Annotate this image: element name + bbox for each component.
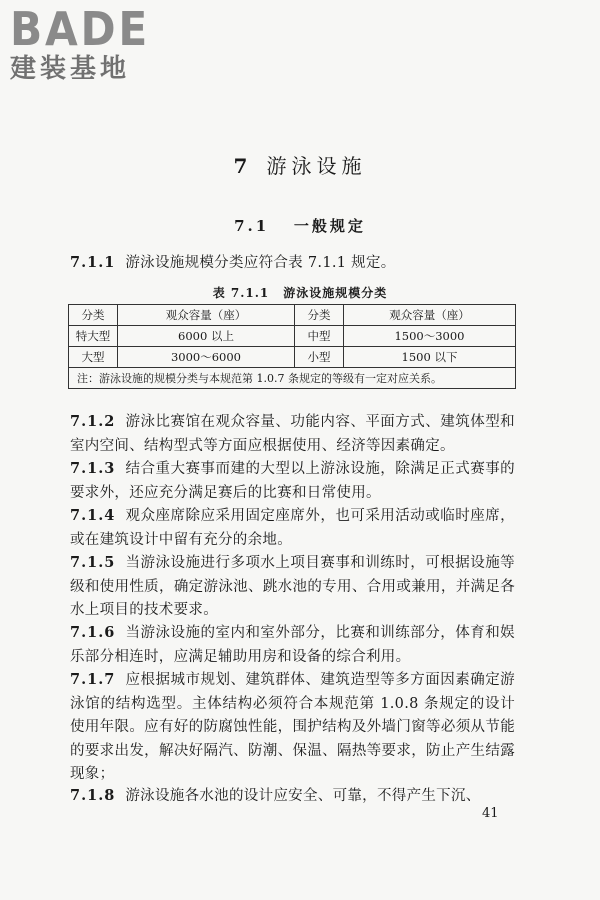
clause-text: 应根据城市规划、建筑群体、建筑造型等多方面因素确定游泳馆的结构选型。主体结构必须符合本规范第 1.0.8 条规定的设计使用年限。应有好的防腐蚀性能，围护结构及外墙门窗等必须从节能的要求出发，解决好隔汽、防潮、保温、隔热等要求，防止产生结露现象； bbox=[70, 672, 515, 782]
table-cell: 中型 bbox=[295, 326, 344, 347]
table-header-cell: 观众容量（座） bbox=[118, 305, 295, 326]
table-caption bbox=[0, 284, 600, 301]
clause-7-1-4 bbox=[70, 504, 515, 552]
chapter-title bbox=[0, 150, 600, 179]
table-cell: 小型 bbox=[295, 347, 344, 368]
bade-logo bbox=[10, 2, 162, 84]
clause-number: 7.1.2 bbox=[70, 413, 116, 430]
table-note-row bbox=[69, 368, 516, 389]
table-header-cell: 分类 bbox=[69, 305, 118, 326]
section-number: 7.1 bbox=[234, 217, 270, 235]
clause-7-1-3 bbox=[70, 457, 515, 505]
clause-7-1-8 bbox=[70, 784, 515, 809]
table-cell: 特大型 bbox=[69, 326, 118, 347]
table-cell: 1500 以下 bbox=[344, 347, 516, 368]
clause-text: 当游泳设施进行多项水上项目赛事和训练时，可根据设施等级和使用性质，确定游泳池、跳水池的专用、合用或兼用，并满足各水上项目的技术要求。 bbox=[70, 555, 515, 618]
table-note: 注：游泳设施的规模分类与本规范第 1.0.7 条规定的等级有一定对应关系。 bbox=[69, 368, 516, 389]
clause-text: 游泳设施各水池的设计应安全、可靠，不得产生下沉、 bbox=[125, 788, 481, 804]
clause-7-1-5 bbox=[70, 551, 515, 623]
table-cell: 1500～3000 bbox=[344, 326, 516, 347]
page-number: 41 bbox=[482, 806, 499, 821]
clause-number: 7.1.1 bbox=[70, 254, 116, 271]
clause-text: 游泳设施规模分类应符合表 7.1.1 规定。 bbox=[125, 255, 396, 271]
clause-number: 7.1.3 bbox=[70, 460, 116, 477]
clause-7-1-1 bbox=[70, 251, 515, 276]
clause-number: 7.1.7 bbox=[70, 671, 116, 688]
clause-text: 当游泳设施的室内和室外部分，比赛和训练部分，体育和娱乐部分相连时，应满足辅助用房和设备的综合利用。 bbox=[70, 625, 515, 665]
clause-7-1-7 bbox=[70, 668, 515, 787]
chapter-title-text: 游泳设施 bbox=[266, 154, 367, 178]
scale-classification-table bbox=[68, 304, 516, 389]
section-title-text: 一般规定 bbox=[293, 217, 366, 235]
table-header-row bbox=[69, 305, 516, 326]
table-cell: 大型 bbox=[69, 347, 118, 368]
clause-number: 7.1.5 bbox=[70, 554, 116, 571]
clause-text: 观众座席除应采用固定座席外，也可采用活动或临时座席，或在建筑设计中留有充分的余地。 bbox=[70, 508, 515, 548]
table-caption-number: 表 7.1.1 bbox=[212, 286, 270, 300]
logo-text-en: BADE bbox=[10, 2, 151, 56]
chapter-number: 7 bbox=[233, 154, 253, 178]
table-row bbox=[69, 347, 516, 368]
table-row bbox=[69, 326, 516, 347]
clause-7-1-2 bbox=[70, 410, 515, 458]
clause-7-1-6 bbox=[70, 621, 515, 669]
table-caption-title: 游泳设施规模分类 bbox=[283, 286, 388, 300]
table-header-cell: 观众容量（座） bbox=[344, 305, 516, 326]
table-header-cell: 分类 bbox=[295, 305, 344, 326]
clause-number: 7.1.4 bbox=[70, 507, 116, 524]
table-cell: 6000 以上 bbox=[118, 326, 295, 347]
clause-text: 结合重大赛事而建的大型以上游泳设施，除满足正式赛事的要求外，还应充分满足赛后的比赛和日常使用。 bbox=[70, 461, 515, 501]
section-title bbox=[0, 215, 600, 236]
logo-text-cn: 建装基地 bbox=[10, 54, 131, 84]
clause-number: 7.1.6 bbox=[70, 624, 116, 641]
table-cell: 3000～6000 bbox=[118, 347, 295, 368]
clause-number: 7.1.8 bbox=[70, 787, 116, 804]
clause-text: 游泳比赛馆在观众容量、功能内容、平面方式、建筑体型和室内空间、结构型式等方面应根据使用、经济等因素确定。 bbox=[70, 414, 515, 454]
